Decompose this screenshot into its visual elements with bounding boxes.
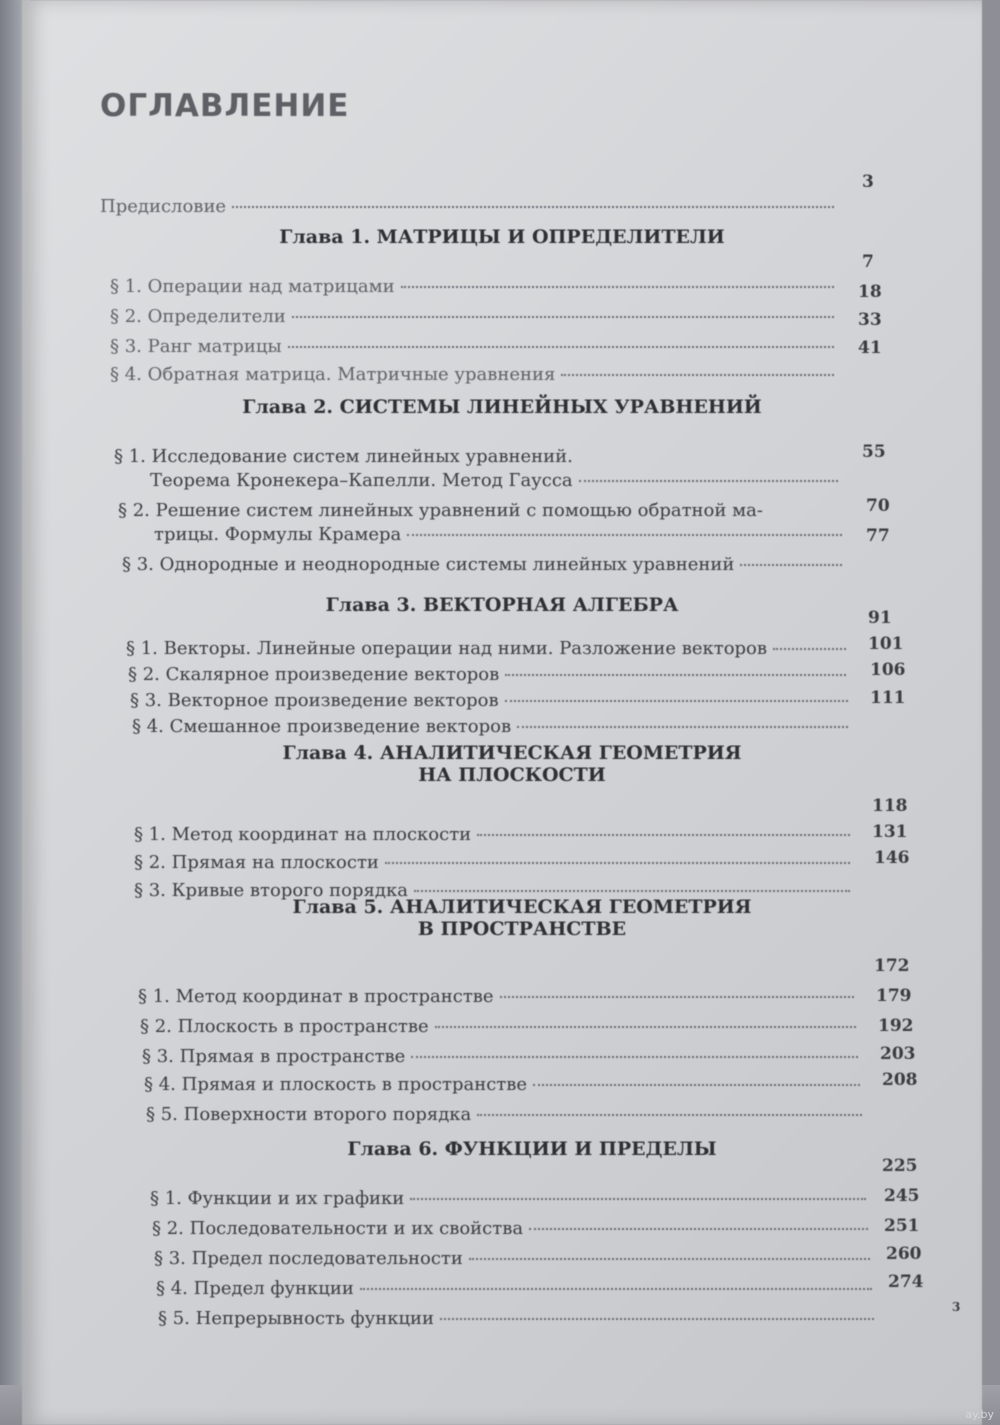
toc-entry xyxy=(146,1104,868,1125)
toc-entry-label: § 1. Операции над матрицами xyxy=(110,276,395,297)
dot-leader xyxy=(477,1114,862,1116)
toc-entry-label: § 3. Кривые второго порядка xyxy=(134,880,408,901)
dot-leader xyxy=(529,1228,868,1230)
toc-entry xyxy=(158,1308,880,1329)
chapter-title-text: В ПРОСТРАНСТВЕ xyxy=(417,918,627,940)
book-page xyxy=(22,0,982,1425)
page-number: 70 xyxy=(866,496,890,516)
toc-entry-continuation xyxy=(150,470,844,491)
watermark: ay.by xyxy=(965,1408,994,1421)
toc-entry-label: § 1. Функции и их графики xyxy=(150,1188,405,1209)
page-number: 118 xyxy=(872,796,908,816)
chapter-title-text: Глава 3. ВЕКТОРНАЯ АЛГЕБРА xyxy=(325,594,679,616)
dot-leader xyxy=(288,346,834,348)
page-number: 274 xyxy=(888,1272,924,1292)
toc-entry xyxy=(140,1016,862,1037)
toc-entry xyxy=(110,336,840,357)
toc-entry-label: § 3. Однородные и неоднородные системы линейных уравнений xyxy=(122,554,735,575)
toc-entry-label: § 5. Непрерывность функции xyxy=(158,1308,435,1329)
dot-leader xyxy=(500,996,854,998)
toc-entry-label: § 4. Предел функции xyxy=(156,1278,354,1299)
toc-entry xyxy=(154,1248,876,1269)
page-number: 3 xyxy=(862,172,874,192)
toc-entry-continuation xyxy=(154,524,848,545)
page-number: 91 xyxy=(868,608,892,628)
toc-entry xyxy=(134,824,856,845)
dot-leader xyxy=(411,1056,858,1058)
dot-leader xyxy=(561,374,834,376)
toc-entry-label: § 2. Определители xyxy=(110,306,286,327)
dot-leader xyxy=(517,726,848,728)
toc-entry-label: § 4. Обратная матрица. Матричные уравнения xyxy=(110,364,556,385)
chapter-6-title xyxy=(272,1138,792,1160)
dot-leader xyxy=(407,534,842,536)
chapter-title-text: Глава 5. АНАЛИТИЧЕСКАЯ ГЕОМЕТРИЯ xyxy=(292,896,752,918)
toc-entry xyxy=(122,554,848,575)
folio-page-number: 3 xyxy=(952,1300,961,1314)
toc-entry-label: § 5. Поверхности второго порядка xyxy=(146,1104,472,1125)
toc-entry-label: § 2. Прямая на плоскости xyxy=(134,852,379,873)
toc-heading: ОГЛАВЛЕНИЕ xyxy=(100,88,350,124)
toc-entry xyxy=(156,1278,878,1299)
toc-entry-label: трицы. Формулы Крамера xyxy=(154,524,402,545)
toc-entry-label: Предисловие xyxy=(100,196,227,217)
dot-leader xyxy=(579,480,838,482)
toc-entry xyxy=(118,500,848,521)
page-number: 192 xyxy=(878,1016,914,1036)
toc-entry-label: Теорема Кронекера–Капелли. Метод Гаусса xyxy=(150,470,573,491)
toc-entry xyxy=(134,852,856,873)
toc-entry xyxy=(110,364,840,385)
dot-leader xyxy=(469,1258,870,1260)
toc-entry xyxy=(138,986,860,1007)
page-number: 251 xyxy=(884,1216,920,1236)
dot-leader xyxy=(477,834,850,836)
chapter-title-text: Глава 2. СИСТЕМЫ ЛИНЕЙНЫХ УРАВНЕНИЙ xyxy=(242,396,762,418)
dot-leader xyxy=(410,1198,866,1200)
toc-entry xyxy=(110,306,840,327)
page-number: 203 xyxy=(880,1044,916,1064)
dot-leader xyxy=(414,890,850,892)
dot-leader xyxy=(740,564,842,566)
toc-entry-preface xyxy=(100,196,840,217)
dot-leader xyxy=(533,1084,860,1086)
toc-entry-label: § 4. Прямая и плоскость в пространстве xyxy=(144,1074,528,1095)
page-number: 55 xyxy=(862,442,886,462)
page-number: 7 xyxy=(862,252,874,272)
page-number: 131 xyxy=(872,822,908,842)
dot-leader xyxy=(232,206,834,208)
toc-entry-label: § 1. Метод координат на плоскости xyxy=(134,824,472,845)
toc-entry xyxy=(150,1188,872,1209)
toc-entry-label: § 2. Плоскость в пространстве xyxy=(140,1016,429,1037)
page-number: 172 xyxy=(874,956,910,976)
toc-entry-label: § 1. Метод координат в пространстве xyxy=(138,986,494,1007)
page-number: 33 xyxy=(858,310,882,330)
toc-entry xyxy=(144,1074,866,1095)
toc-entry-label: § 3. Предел последовательности xyxy=(154,1248,463,1269)
toc-entry xyxy=(128,664,852,685)
chapter-title-text: НА ПЛОСКОСТИ xyxy=(418,764,606,786)
toc-entry-label: § 1. Исследование систем линейных уравнений. xyxy=(114,446,573,467)
chapter-5-title xyxy=(232,896,812,940)
page-number: 106 xyxy=(870,660,906,680)
toc-entry xyxy=(126,638,852,659)
chapter-title-text: Глава 4. АНАЛИТИЧЕСКАЯ ГЕОМЕТРИЯ xyxy=(282,742,742,764)
toc-entry-label: § 1. Векторы. Линейные операции над ними. Разложение векторов xyxy=(126,638,768,659)
page-number: 146 xyxy=(874,848,910,868)
page-number: 41 xyxy=(858,338,882,358)
chapter-2-title xyxy=(192,396,812,418)
dot-leader xyxy=(360,1288,872,1290)
page-number: 225 xyxy=(882,1156,918,1176)
dot-leader xyxy=(292,316,834,318)
chapter-title-text: Глава 1. МАТРИЦЫ И ОПРЕДЕЛИТЕЛИ xyxy=(279,226,725,248)
page-number: 18 xyxy=(858,282,882,302)
dot-leader xyxy=(505,674,846,676)
page-number: 179 xyxy=(876,986,912,1006)
dot-leader xyxy=(773,648,846,650)
toc-entry-label: § 3. Векторное произведение векторов xyxy=(130,690,499,711)
chapter-title-text: Глава 6. ФУНКЦИИ И ПРЕДЕЛЫ xyxy=(347,1138,717,1160)
toc-entry-label: § 2. Последовательности и их свойства xyxy=(152,1218,524,1239)
chapter-1-title xyxy=(222,226,782,248)
dot-leader xyxy=(435,1026,856,1028)
dot-leader xyxy=(505,700,848,702)
dot-leader xyxy=(385,862,850,864)
dot-leader xyxy=(401,286,834,288)
toc-body xyxy=(22,0,982,1425)
toc-entry xyxy=(152,1218,874,1239)
toc-entry xyxy=(114,446,844,467)
chapter-3-title xyxy=(222,594,782,616)
toc-entry-label: § 2. Скалярное произведение векторов xyxy=(128,664,500,685)
toc-entry xyxy=(132,716,854,737)
toc-entry xyxy=(130,690,854,711)
page-number: 111 xyxy=(870,688,906,708)
page-number: 260 xyxy=(886,1244,922,1264)
toc-entry xyxy=(142,1046,864,1067)
dot-leader xyxy=(440,1318,874,1320)
toc-entry-label: § 3. Ранг матрицы xyxy=(110,336,282,357)
toc-entry xyxy=(110,276,840,297)
toc-entry-label: § 2. Решение систем линейных уравнений с помощью обратной ма- xyxy=(118,500,763,521)
page-number: 77 xyxy=(866,526,890,546)
toc-entry-label: § 4. Смешанное произведение векторов xyxy=(132,716,512,737)
page-number: 245 xyxy=(884,1186,920,1206)
chapter-4-title xyxy=(222,742,802,786)
page-number: 208 xyxy=(882,1070,918,1090)
toc-entry-label: § 3. Прямая в пространстве xyxy=(142,1046,406,1067)
page-number: 101 xyxy=(868,634,904,654)
